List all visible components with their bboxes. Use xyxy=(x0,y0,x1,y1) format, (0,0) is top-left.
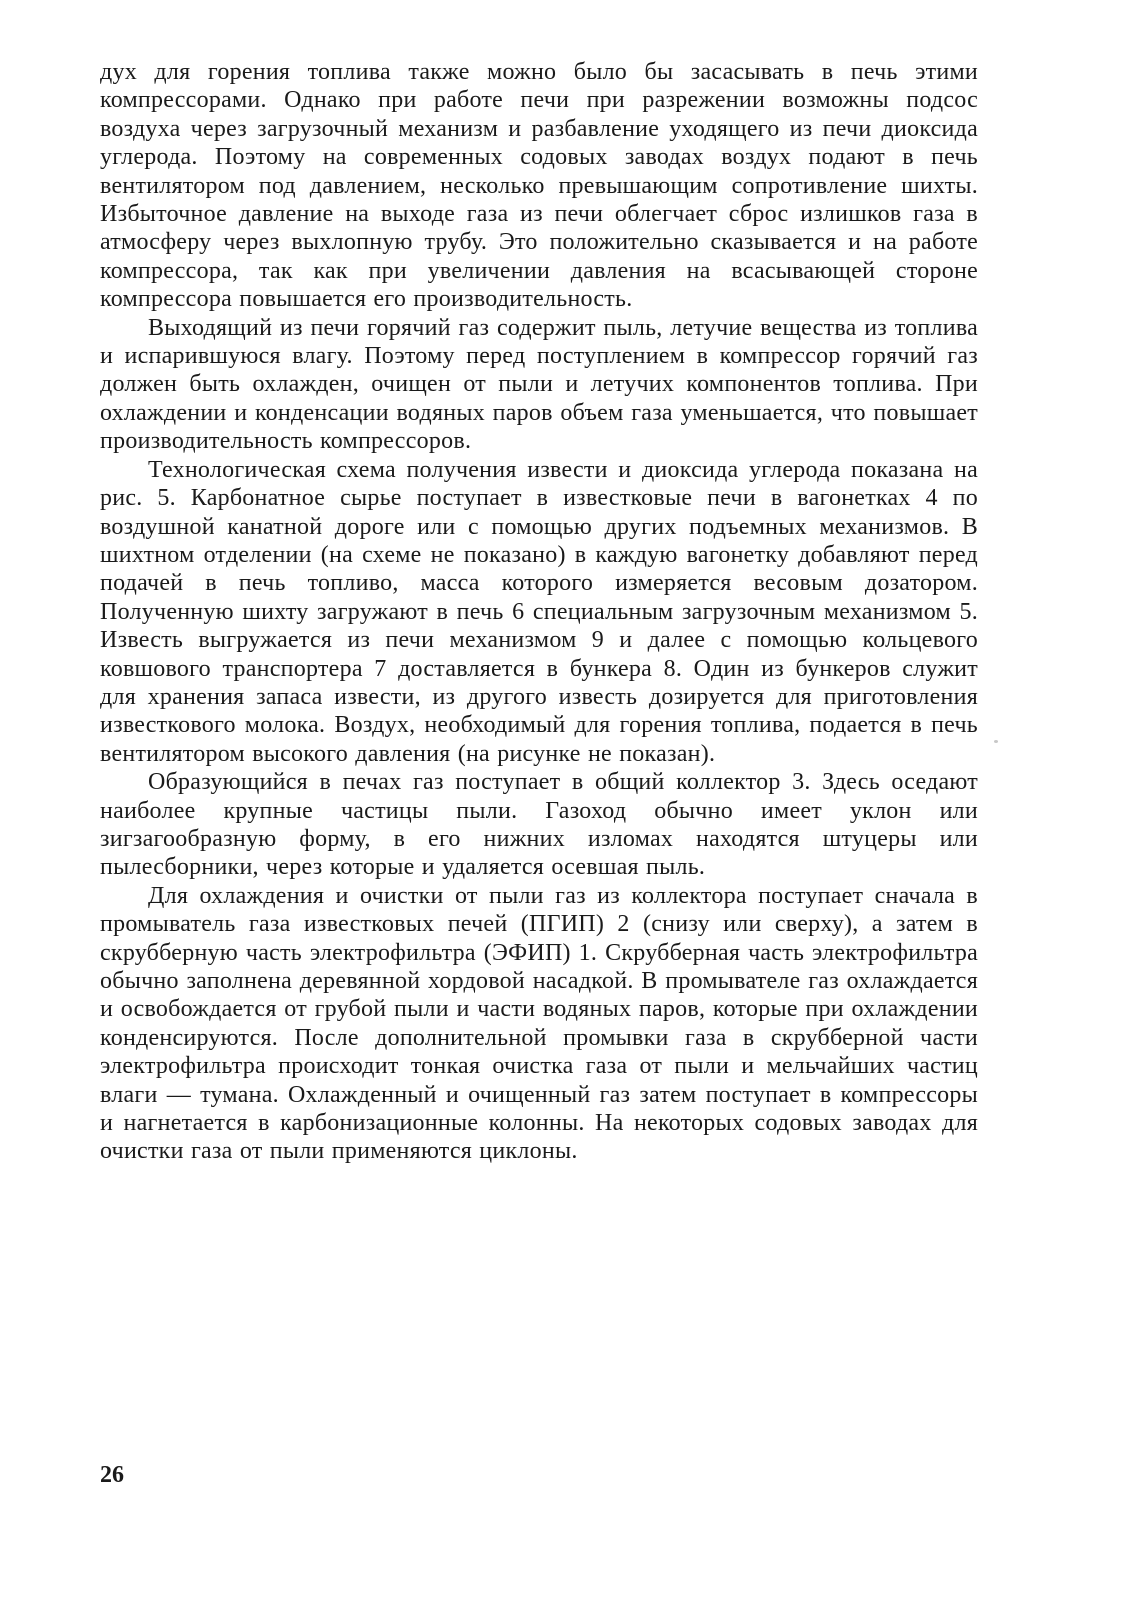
paragraph: Образующийся в печах газ поступает в общий коллектор 3. Здесь оседают наиболее крупные частицы пыли. Газоход обычно имеет уклон или зигзагообразную форму, в его нижних изломах находятся штуцеры или пылесборники, через которые и удаляется осевшая пыль. xyxy=(100,769,978,881)
page-number: 26 xyxy=(100,1462,124,1488)
paragraph: Технологическая схема получения извести и диоксида углерода показана на рис. 5. Карбонатное сырье поступает в известковые печи в вагонетках 4 по воздушной канатной дороге или с помощью других подъемных механизмов. В шихтном отделении (на схеме не показано) в каждую вагонетку добавляют перед подачей в печь топливо, масса которого измеряется весовым дозатором. Полученную шихту загружают в печь 6 специальным загрузочным механизмом 5. Известь выгружается из печи механизмом 9 и далее с помощью кольцевого ковшового транспортера 7 доставляется в бункера 8. Один из бункеров служит для хранения запаса извести, из другого известь дозируется для приготовления известкового молока. Воздух, необходимый для горения топлива, подается в печь вентилятором высокого давления (на рисунке не показан). xyxy=(100,456,978,767)
paragraph: дух для горения топлива также можно было бы засасывать в печь этими компрессорами. Однако при работе печи при разрежении возможны подсос воздуха через загрузочный механизм и разбавление уходящего из печи диоксида углерода. Поэтому на современных содовых заводах воздух подают в печь вентилятором под давлением, несколько превышающим сопротивление шихты. Избыточное давление на выходе газа из печи облегчает сброс излишков газа в атмосферу через выхлопную трубу. Это положительно сказывается и на работе компрессора, так как при увеличении давления на всасывающей стороне компрессора повышается его производительность. xyxy=(100,59,978,313)
scan-speck xyxy=(994,740,998,743)
page-body xyxy=(100,58,978,1578)
paragraph: Для охлаждения и очистки от пыли газ из коллектора поступает сначала в промыватель газа известковых печей (ПГИП) 2 (снизу или сверху), а затем в скрубберную часть электрофильтра (ЭФИП) 1. Скрубберная часть электрофильтра обычно заполнена деревянной хордовой насадкой. В промывателе газ охлаждается и освобождается от грубой пыли и части водяных паров, которые при охлаждении конденсируются. После дополнительной промывки газа в скрубберной части электрофильтра происходит тонкая очистка газа от пыли и мельчайших частиц влаги — тумана. Охлажденный и очищенный газ затем поступает в компрессоры и нагнетается в карбонизационные колонны. На некоторых содовых заводах для очистки газа от пыли применяются циклоны. xyxy=(100,882,978,1165)
paragraph: Выходящий из печи горячий газ содержит пыль, летучие вещества из топлива и испарившуюся влагу. Поэтому перед поступлением в компрессор горячий газ должен быть охлажден, очищен от пыли и летучих компонентов топлива. При охлаждении и конденсации водяных паров объем газа уменьшается, что повышает производительность компрессоров. xyxy=(100,314,978,455)
